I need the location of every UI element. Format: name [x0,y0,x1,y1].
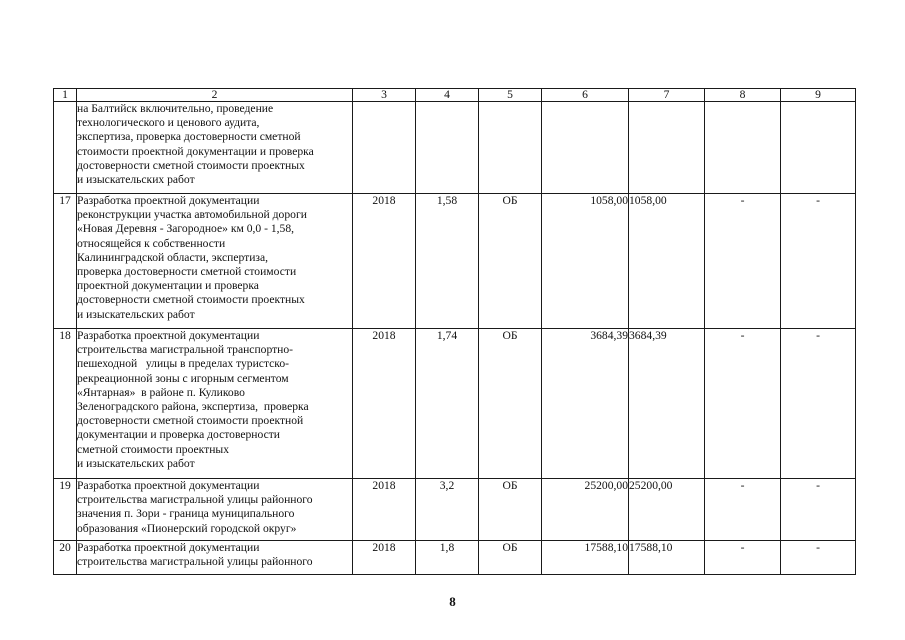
col9-cell: - [781,194,856,329]
page-number: 8 [449,594,456,609]
description-line: и изыскательских работ [77,307,195,321]
col9-cell: - [781,541,856,575]
header-cell: 2 [77,89,353,102]
col8-cell: - [705,541,781,575]
description-line: на Балтийск включительно, проведение [77,102,274,115]
source-cell: ОБ [479,479,542,541]
total-cell: 1058,00 [542,194,629,329]
description-line: пешеходной улицы в пределах туристско- [77,357,290,371]
length-cell: 1,8 [416,541,479,575]
source-cell: ОБ [479,329,542,479]
source-cell [479,102,542,194]
description-line: проверка достоверности сметной стоимости [77,265,297,279]
description-cell [77,329,353,479]
description-line: «Новая Деревня - Загородное» км 0,0 - 1,58, [77,222,295,236]
header-cell: 9 [781,89,856,102]
table-header-row [54,89,856,102]
description-line: Зеленоградского района, экспертиза, проверка [77,400,309,414]
col9-cell: - [781,479,856,541]
total-cell: 25200,00 [542,479,629,541]
total-cell [542,102,629,194]
length-cell: 3,2 [416,479,479,541]
description-line: технологического и ценового аудита, [77,116,260,130]
source-cell: ОБ [479,194,542,329]
header-cell: 5 [479,89,542,102]
header-cell: 6 [542,89,629,102]
description-cell [77,194,353,329]
total-cell: 17588,10 [542,541,629,575]
col8-cell: - [705,194,781,329]
source-cell: ОБ [479,541,542,575]
description-line: проектной документации и проверка [77,279,259,293]
description-line: реконструкции участка автомобильной дороги [77,208,307,222]
row-number-cell: 17 [54,194,77,329]
description-line: Разработка проектной документации [77,194,260,207]
description-line: и изыскательских работ [77,456,195,470]
length-cell: 1,74 [416,329,479,479]
table-row-17 [54,194,856,329]
description-cell [77,479,353,541]
amount-cell [629,102,705,194]
row-number-cell: 18 [54,329,77,479]
year-cell: 2018 [353,541,416,575]
header-cell: 1 [54,89,77,102]
description-line: строительства магистральной улицы районного [77,555,313,569]
description-line: достоверности сметной стоимости проектной [77,414,304,428]
description-line: Разработка проектной документации [77,479,260,492]
table-row-19 [54,479,856,541]
col8-cell: - [705,479,781,541]
row-number-cell: 20 [54,541,77,575]
year-cell [353,102,416,194]
year-cell: 2018 [353,479,416,541]
description-line: образования «Пионерский городской округ» [77,521,297,535]
table-row-18 [54,329,856,479]
row-number-cell [54,102,77,194]
description-line: рекреационной зоны с игорным сегментом [77,371,289,385]
col9-cell [781,102,856,194]
row-number-cell: 19 [54,479,77,541]
description-line: сметной стоимости проектных [77,442,230,456]
amount-cell: 17588,10 [629,541,705,575]
description-line: строительства магистральной улицы районного [77,493,313,507]
description-line: значения п. Зори - граница муниципального [77,507,295,521]
description-line: Разработка проектной документации [77,329,260,342]
description-line: «Янтарная» в районе п. Куликово [77,385,245,399]
description-line: стоимости проектной документации и проверка [77,144,314,158]
header-cell: 4 [416,89,479,102]
year-cell: 2018 [353,329,416,479]
header-cell: 7 [629,89,705,102]
table-row-20 [54,541,856,575]
col8-cell [705,102,781,194]
description-line: относящейся к собственности [77,236,226,250]
table-row-continuation [54,102,856,194]
total-cell: 3684,39 [542,329,629,479]
amount-cell: 3684,39 [629,329,705,479]
description-cell [77,541,353,575]
description-line: Разработка проектной документации [77,541,260,554]
description-line: строительства магистральной транспортно- [77,343,294,357]
project-table [53,88,856,575]
amount-cell: 1058,00 [629,194,705,329]
description-line: Калининградской области, экспертиза, [77,250,269,264]
col8-cell: - [705,329,781,479]
year-cell: 2018 [353,194,416,329]
amount-cell: 25200,00 [629,479,705,541]
header-cell: 8 [705,89,781,102]
description-cell [77,102,353,194]
length-cell: 1,58 [416,194,479,329]
description-line: достоверности сметной стоимости проектных [77,293,305,307]
description-line: и изыскательских работ [77,173,195,187]
description-line: документации и проверка достоверности [77,428,281,442]
header-cell: 3 [353,89,416,102]
description-line: экспертиза, проверка достоверности сметной [77,130,301,144]
length-cell [416,102,479,194]
description-line: достоверности сметной стоимости проектных [77,158,305,172]
col9-cell: - [781,329,856,479]
